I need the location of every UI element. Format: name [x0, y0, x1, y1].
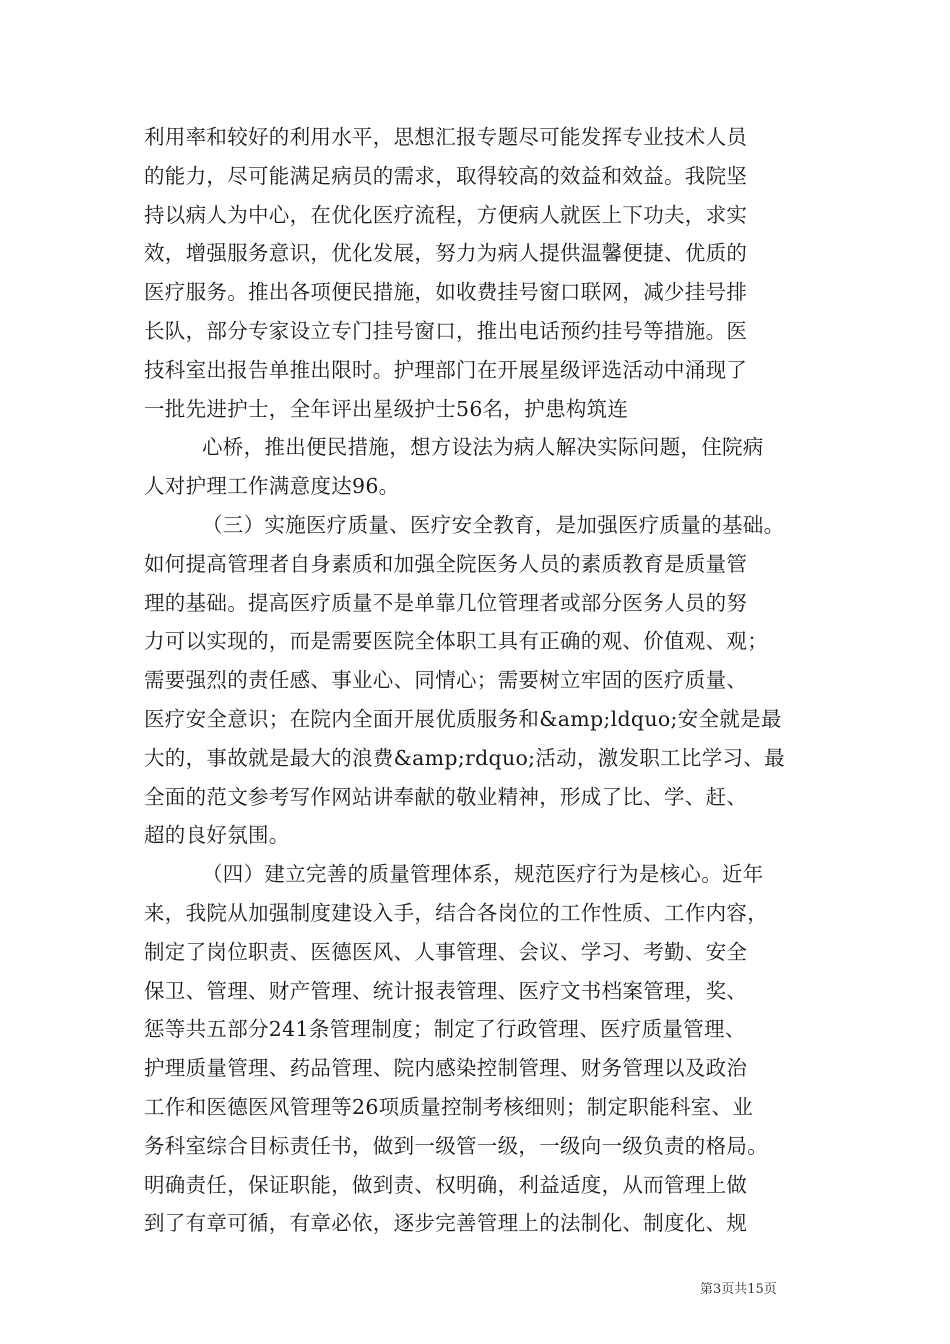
- text-line: 理的基础。提高医疗质量不是单靠几位管理者或部分医务人员的努: [144, 590, 748, 615]
- text-line: 医疗安全意识；在院内全面开展优质服务和&amp;ldquo;安全就是最: [144, 706, 782, 731]
- text-line: 长队，部分专家设立专门挂号窗口，推出电话预约挂号等措施。医: [144, 318, 748, 343]
- text-line: 到了有章可循，有章必依，逐步完善管理上的法制化、制度化、规: [144, 1211, 748, 1236]
- text-line: 务科室综合目标责任书，做到一级管一级，一级向一级负责的格局。: [144, 1133, 768, 1158]
- text-line: 全面的范文参考写作网站讲奉献的敬业精神，形成了比、学、赶、: [144, 784, 748, 809]
- text-line: 持以病人为中心，在优化医疗流程，方便病人就医上下功夫，求实: [144, 202, 748, 227]
- text-line: 护理质量管理、药品管理、院内感染控制管理、财务管理以及政治: [144, 1056, 748, 1081]
- text-line: 来，我院从加强制度建设入手，结合各岗位的工作性质、工作内容，: [144, 900, 768, 925]
- text-line: 明确责任，保证职能，做到责、权明确，利益适度，从而管理上做: [144, 1172, 748, 1197]
- text-line: 效，增强服务意识，优化发展，努力为病人提供温馨便捷、优质的: [144, 241, 748, 266]
- text-line: 心桥，推出便民措施，想方设法为病人解决实际问题，住院病: [202, 435, 764, 460]
- text-line: 超的良好氛围。: [144, 823, 290, 848]
- text-line: 力可以实现的，而是需要医院全体职工具有正确的观、价值观、观；: [144, 629, 768, 654]
- page-number: 第3页共15页: [700, 1282, 777, 1297]
- text-line: （四）建立完善的质量管理体系，规范医疗行为是核心。近年: [202, 862, 764, 887]
- text-line: 的能力，尽可能满足病员的需求，取得较高的效益和效益。我院坚: [144, 163, 748, 188]
- text-line: 一批先进护士，全年评出星级护士56名，护患构筑连: [144, 396, 629, 421]
- text-line: 人对护理工作满意度达96。: [144, 474, 400, 499]
- text-line: （三）实施医疗质量、医疗安全教育，是加强医疗质量的基础。: [202, 512, 785, 537]
- text-line: 工作和医德医风管理等26项质量控制考核细则；制定职能科室、业: [144, 1094, 754, 1119]
- text-line: 技科室出报告单推出限时。护理部门在开展星级评选活动中涌现了: [144, 357, 748, 382]
- text-line: 惩等共五部分241条管理制度；制定了行政管理、医疗质量管理、: [144, 1017, 746, 1042]
- text-line: 利用率和较好的利用水平，思想汇报专题尽可能发挥专业技术人员: [144, 125, 748, 149]
- text-line: 制定了岗位职责、医德医风、人事管理、会议、学习、考勤、安全: [144, 939, 748, 964]
- text-line: 保卫、管理、财产管理、统计报表管理、医疗文书档案管理，奖、: [144, 978, 748, 1003]
- text-line: 如何提高管理者自身素质和加强全院医务人员的素质教育是质量管: [144, 551, 748, 576]
- document-body: [144, 118, 820, 1243]
- text-line: 医疗服务。推出各项便民措施，如收费挂号窗口联网，减少挂号排: [144, 280, 748, 305]
- text-line: 需要强烈的责任感、事业心、同情心；需要树立牢固的医疗质量、: [144, 668, 748, 693]
- text-line: 大的，事故就是最大的浪费&amp;rdquo;活动，激发职工比学习、最: [144, 745, 785, 770]
